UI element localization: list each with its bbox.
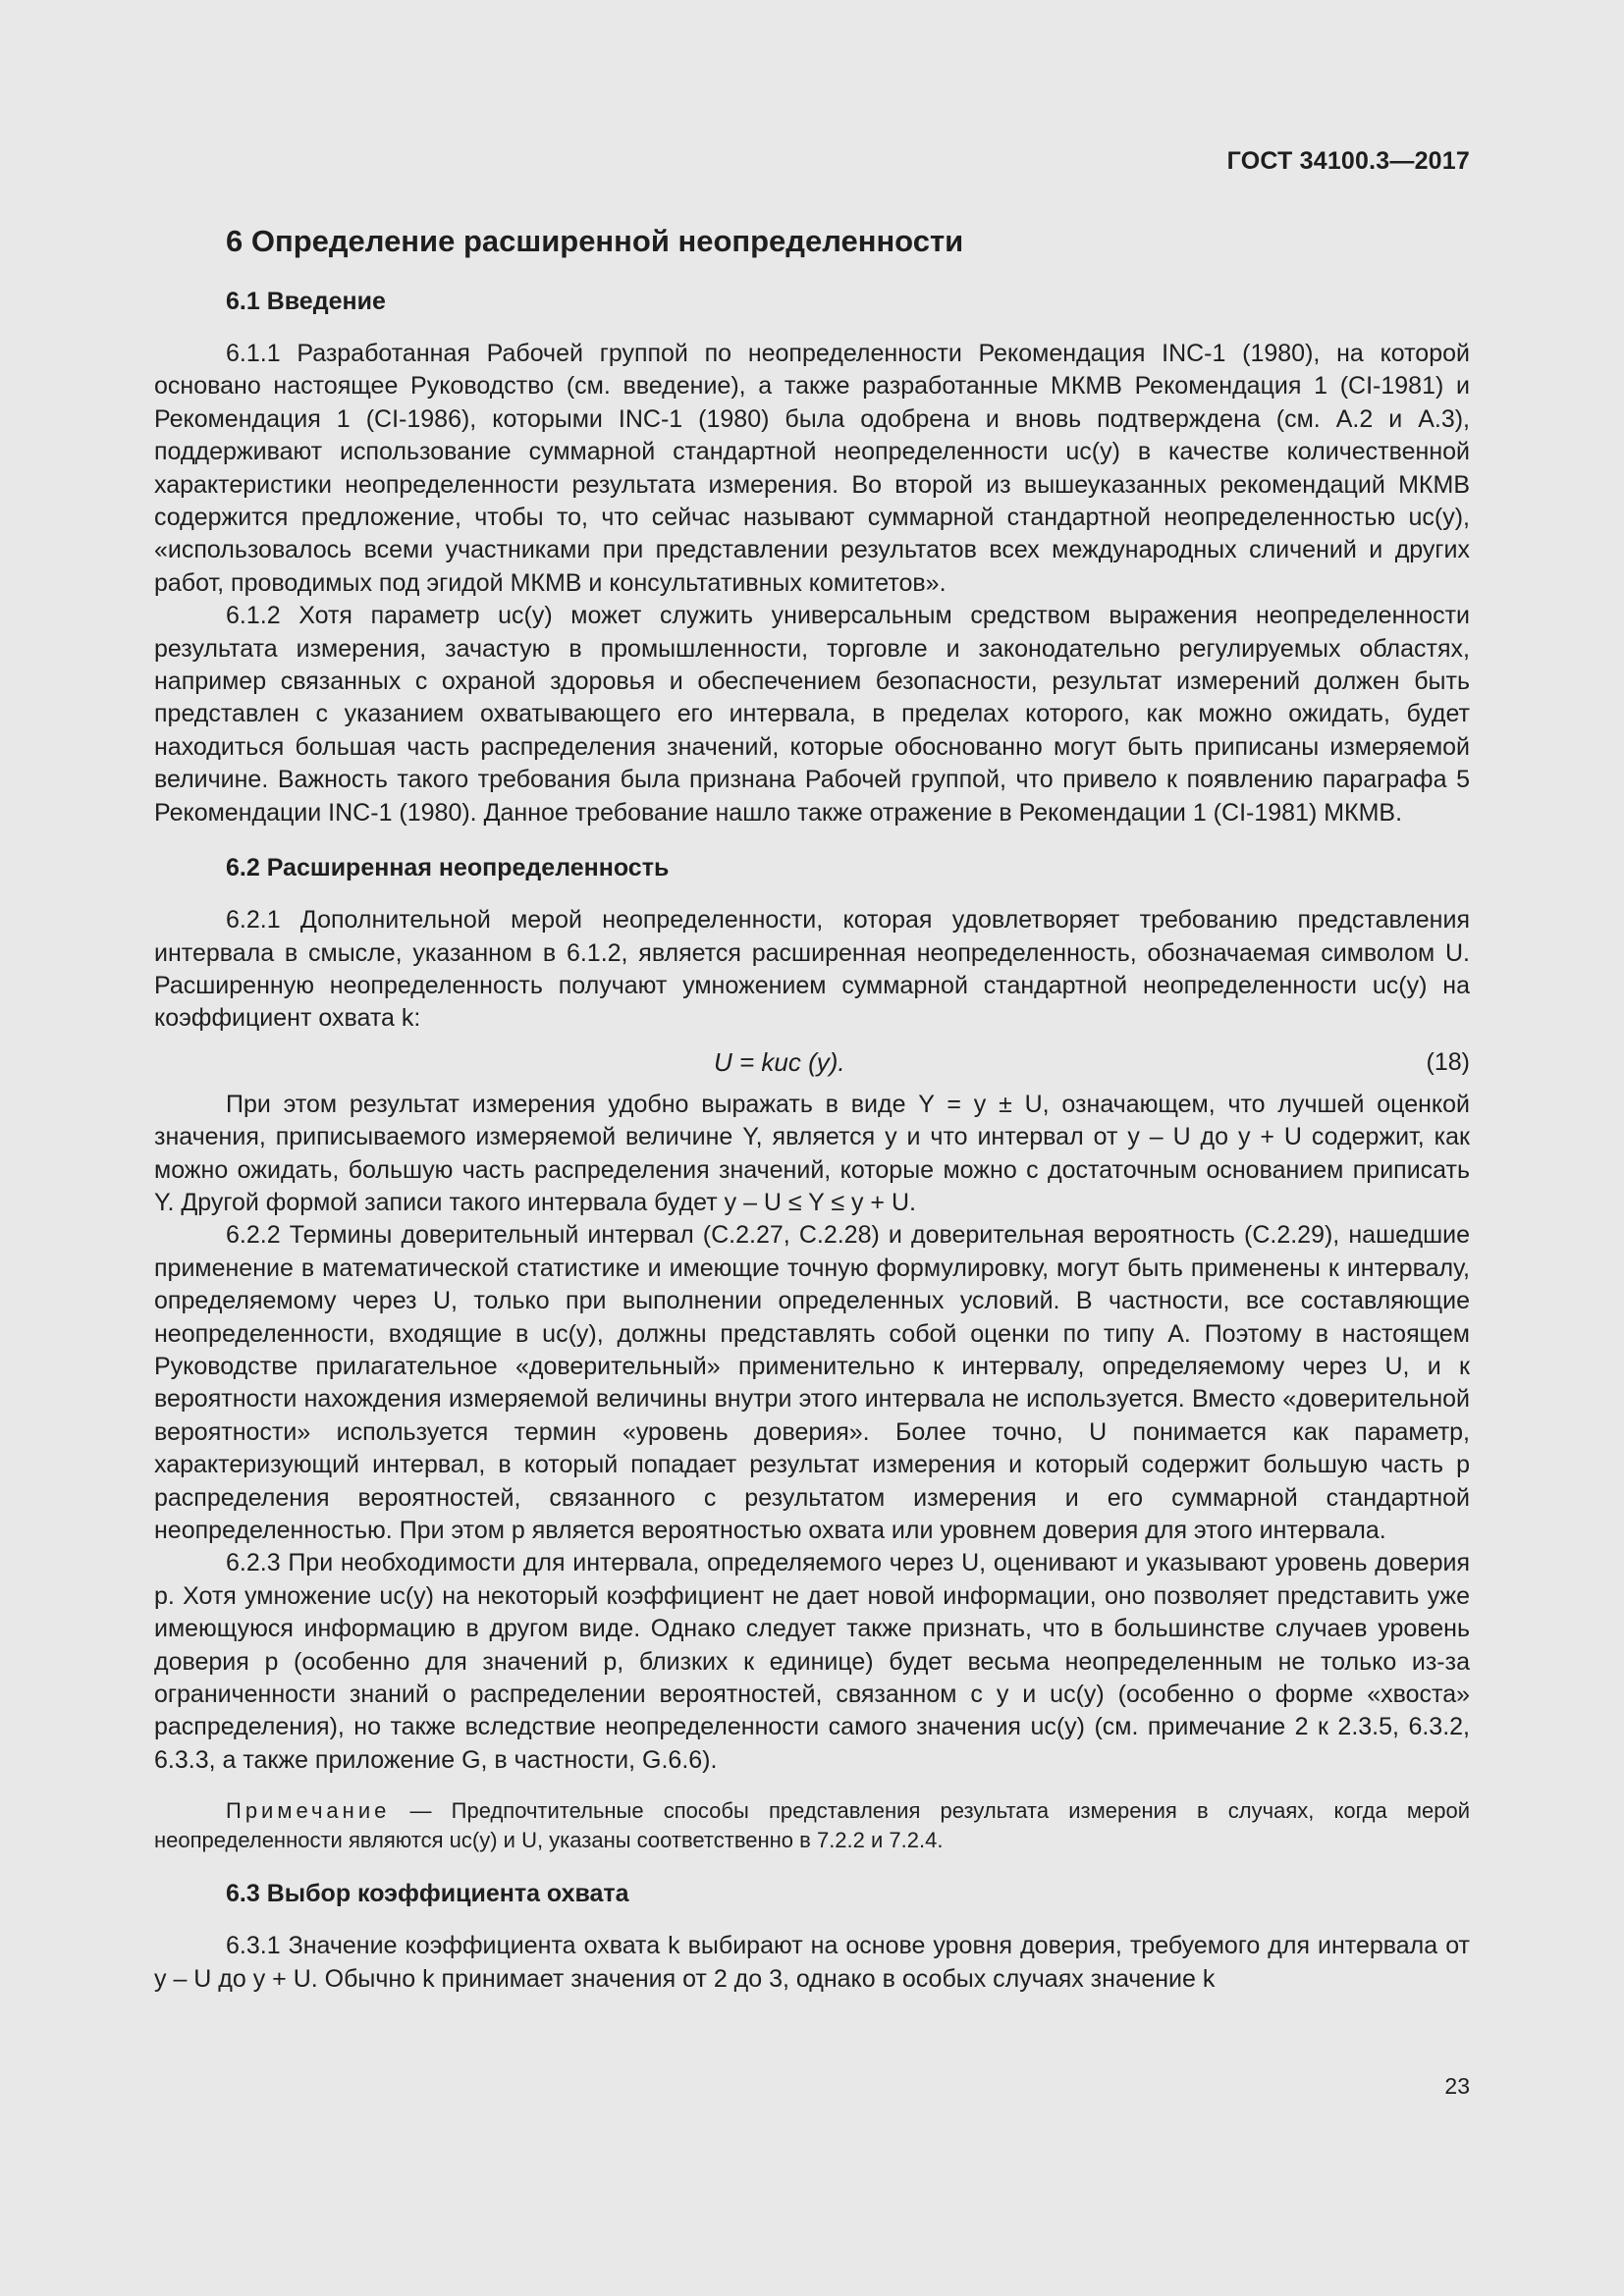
note-text: — Предпочтительные способы представления результата измерения в случаях, когда мерой неопределенности являются uc(y) и U, указаны соответственно в 7.2.2 и 7.2.4.: [154, 1798, 1470, 1853]
formula-expression: U = kuc (y).: [714, 1046, 845, 1077]
paragraph-6-3-1: 6.3.1 Значение коэффициента охвата k выбирают на основе уровня доверия, требуемого для интервала от y – U до y + U. Обычно k принимает значения от 2 до 3, однако в особых случаях значение k: [154, 1932, 1470, 1993]
document-body: [154, 285, 1470, 1996]
standard-designation: ГОСТ 34100.3—2017: [1226, 147, 1470, 175]
formula-18: [154, 1036, 1470, 1089]
paragraph-6-1-2: 6.1.2 Хотя параметр uc(y) может служить универсальным средством выражения неопределенности результата измерения, зачастую в промышленности, торговле и законодательно регулируемых областях, например связанных с охраной здоровья и обеспечением безопасности, результат измерений должен быть представлен с указанием охватывающего его интервала, в пределах которого, как можно ожидать, будет находиться большая часть распределения значений, которые обоснованно могут быть приписаны измеряемой величине. Важность такого требования была признана Рабочей группой, что привело к появлению параграфа 5 Рекомендации INC-1 (1980). Данное требование нашло также отражение в Рекомендации 1 (CI-1981) МКМВ.: [154, 602, 1470, 827]
paragraph-6-2-3: 6.2.3 При необходимости для интервала, определяемого через U, оценивают и указывают уровень доверия p. Хотя умножение uc(y) на некоторый коэффициент не дает новой информации, оно позволяет представить уже имеющуюся информацию в другом виде. Однако следует также признать, что в большинстве случаев уровень доверия p (особенно для значений p, близких к единице) будет весьма неопределенным не только из-за ограниченности знаний о распределении вероятностей, связанном с y и uc(y) (особенно о форме «хвоста» распределения), но также вследствие неопределенности самого значения uc(y) (см. примечание 2 к 2.3.5, 6.3.2, 6.3.3, а также приложение G, в частности, G.6.6).: [154, 1549, 1470, 1774]
paragraph-6-2-1: 6.2.1 Дополнительной мерой неопределенности, которая удовлетворяет требованию представления интервала в смысле, указанном в 6.1.2, является расширенная неопределенность, обозначаемая символом U. Расширенную неопределенность получают умножением суммарной стандартной неопределенности uc(y) на коэффициент охвата k:: [154, 906, 1470, 1033]
subsection-6-1-title: 6.1 Введение: [226, 288, 386, 315]
page-number: 23: [1444, 2073, 1470, 2099]
formula-number: (18): [1426, 1047, 1470, 1076]
note: [154, 1796, 1470, 1855]
subsection-6-3-title: 6.3 Выбор коэффициента охвата: [226, 1880, 629, 1908]
paragraph-6-2-2: 6.2.2 Термины доверительный интервал (C.2.27, C.2.28) и доверительная вероятность (C.2.29), нашедшие применение в математической статистике и имеющие точную формулировку, могут быть применены к интервалу, определяемому через U, только при выполнении определенных условий. В частности, все составляющие неопределенности, входящие в uc(y), должны представлять собой оценки по типу А. Поэтому в настоящем Руководстве прилагательное «доверительный» применительно к интервалу, определяемому через U, и к вероятности нахождения измеряемой величины внутри этого интервала не используется. Вместо «доверительной вероятности» используется термин «уровень доверия». Более точно, U понимается как параметр, характеризующий интервал, в который попадает результат измерения и который содержит большую часть p распределения вероятностей, связанного с результатом измерения и его суммарной стандартной неопределенностью. При этом p является вероятностью охвата или уровнем доверия для этого интервала.: [154, 1221, 1470, 1544]
paragraph-6-2-1-continued: При этом результат измерения удобно выражать в виде Y = y ± U, означающем, что лучшей оценкой значения, приписываемого измеряемой величине Y, является y и что интервал от y – U до y + U содержит, как можно ожидать, большую часть распределения значений, которые можно с достаточным основанием приписать Y. Другой формой записи такого интервала будет y – U ≤ Y ≤ y + U.: [154, 1090, 1470, 1216]
paragraph-6-1-1: 6.1.1 Разработанная Рабочей группой по неопределенности Рекомендация INC-1 (1980), на которой основано настоящее Руководство (см. введение), а также разработанные МКМВ Рекомендация 1 (CI-1981) и Рекомендация 1 (CI-1986), которыми INC-1 (1980) была одобрена и вновь подтверждена (см. А.2 и А.3), поддерживают использование суммарной стандартной неопределенности uc(y) в качестве количественной характеристики неопределенности результата измерения. Во второй из вышеуказанных рекомендаций МКМВ содержится предложение, чтобы то, что сейчас называют суммарной стандартной неопределенностью uc(y), «использовалось всеми участниками при представлении результатов всех международных сличений и других работ, проводимых под эгидой МКМВ и консультативных комитетов».: [154, 340, 1470, 597]
note-label: Примечание: [226, 1798, 391, 1824]
section-title: 6 Определение расширенной неопределенности: [226, 224, 964, 258]
subsection-6-2-title: 6.2 Расширенная неопределенность: [226, 854, 670, 882]
